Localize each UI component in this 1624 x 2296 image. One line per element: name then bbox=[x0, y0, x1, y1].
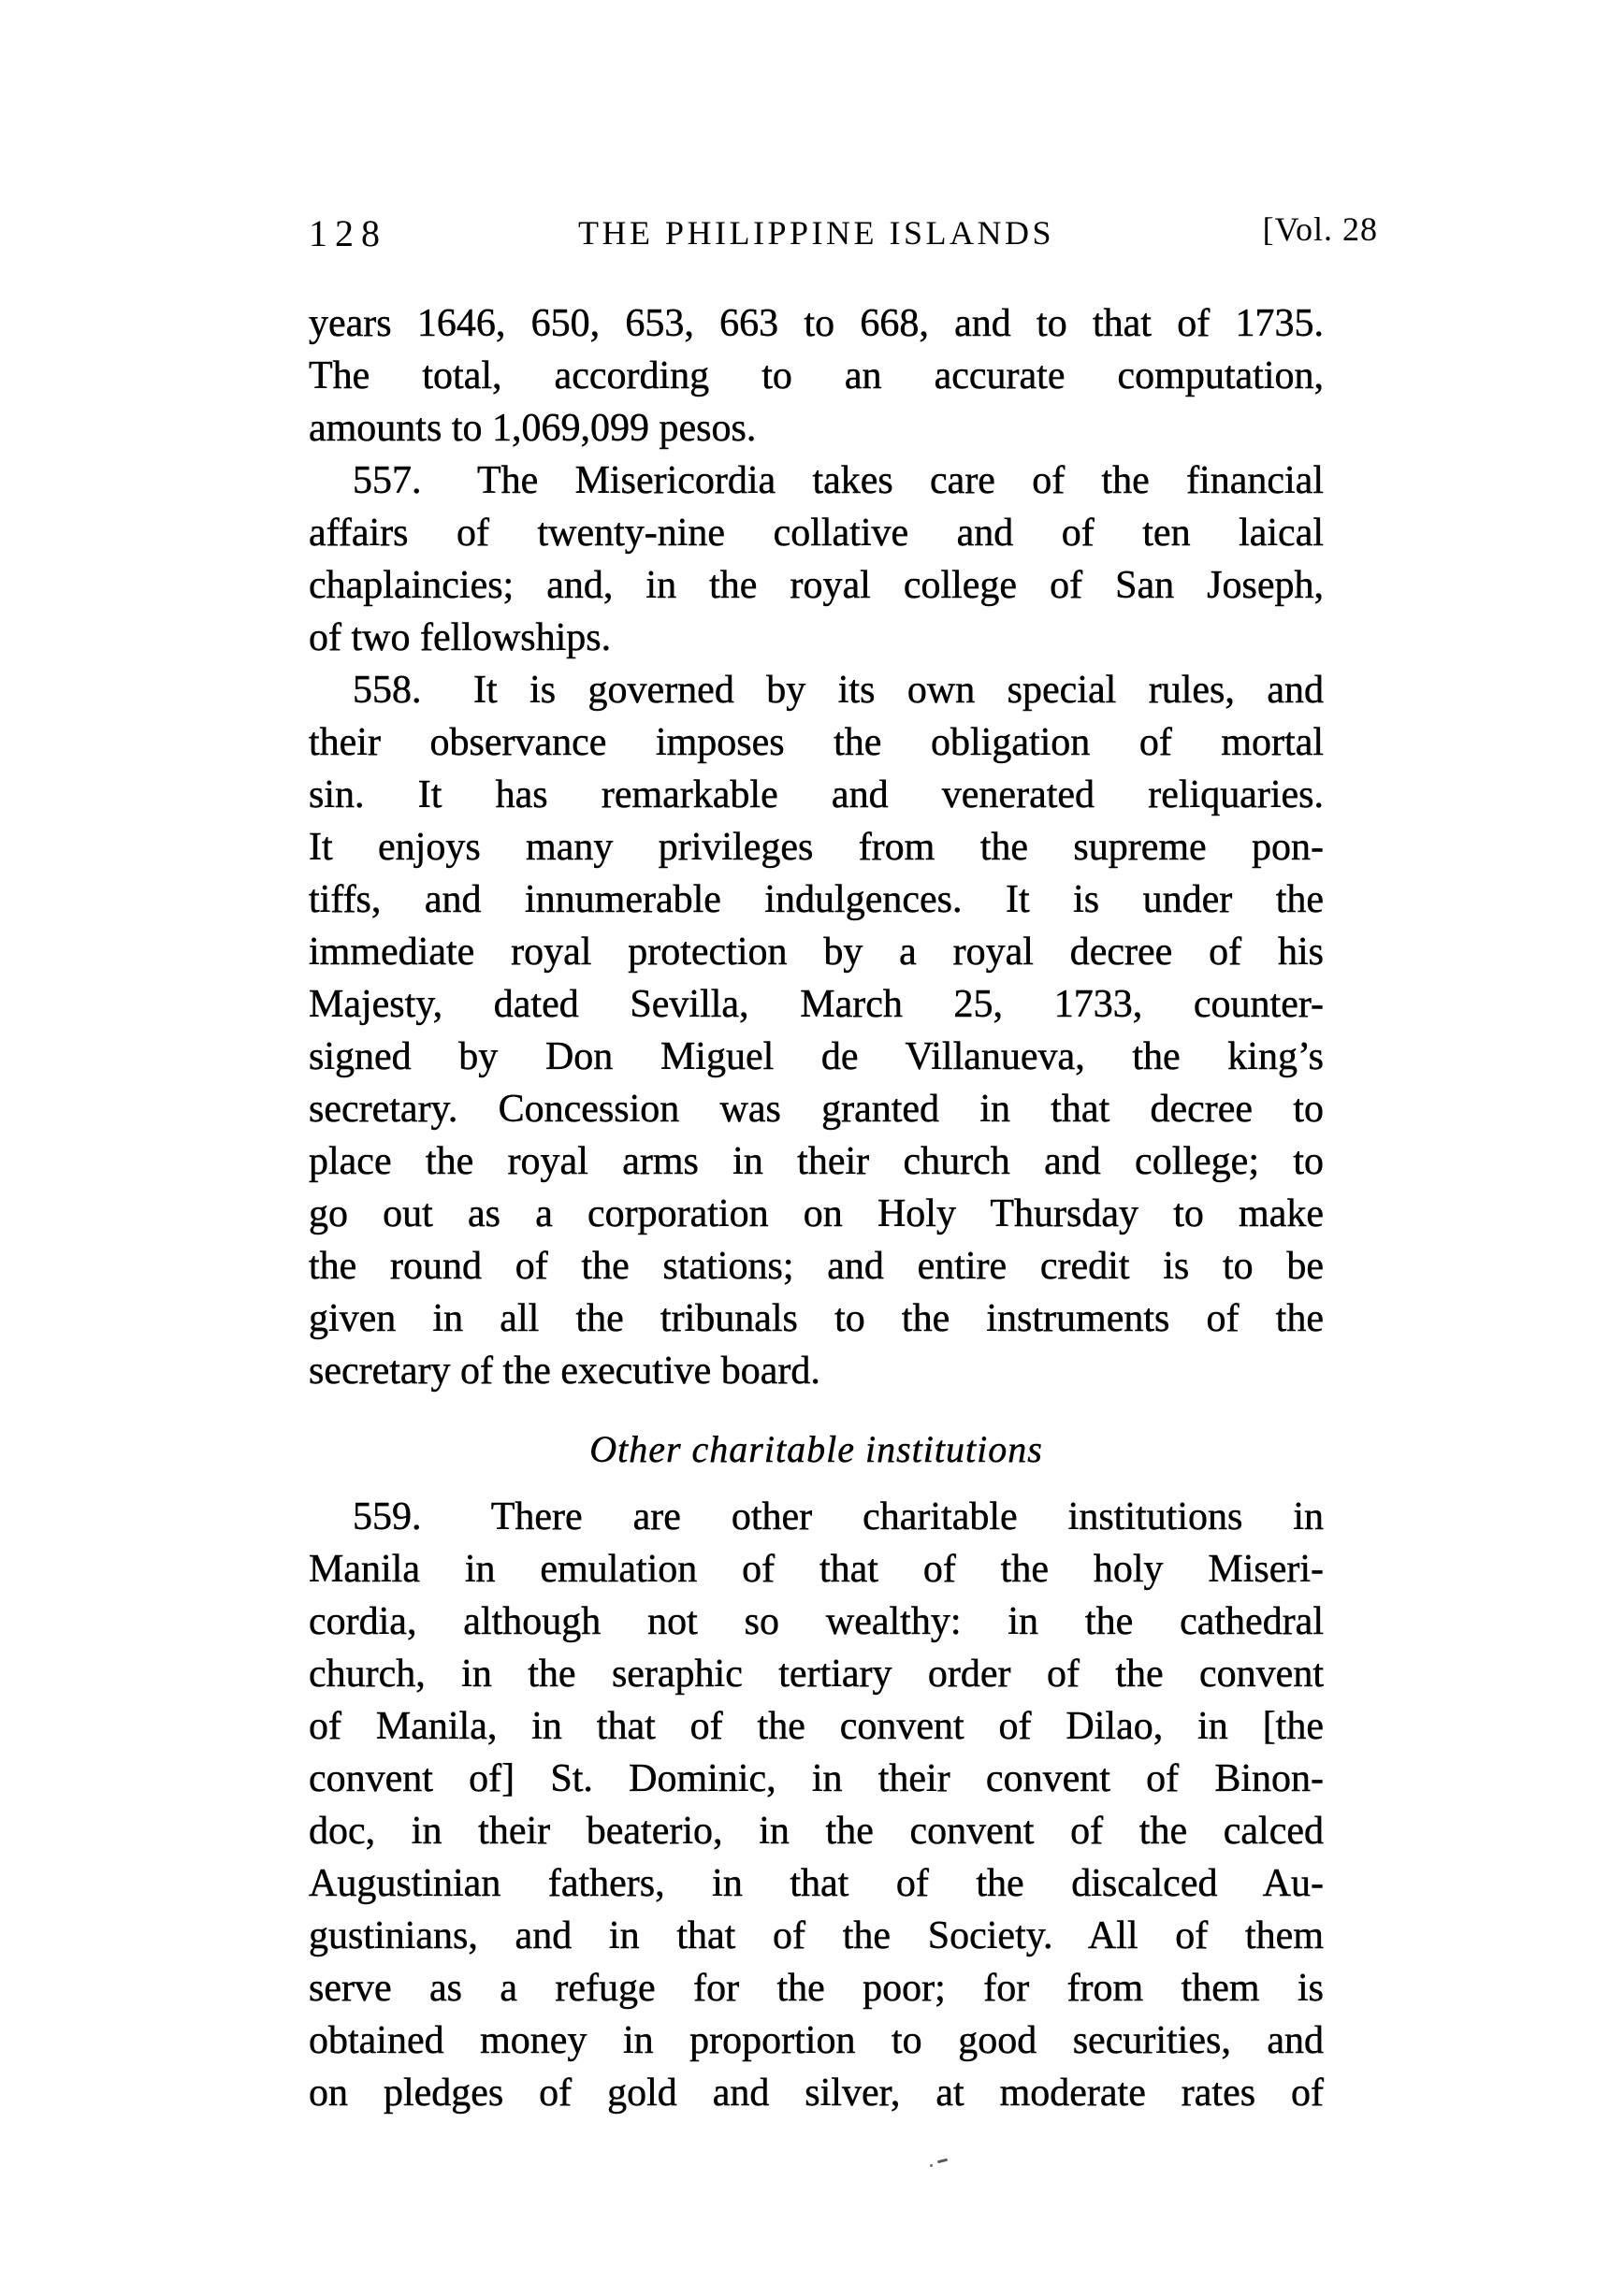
scan-artifact bbox=[930, 2164, 933, 2167]
text-line: given in all the tribunals to the instruments of the bbox=[309, 1297, 1324, 1340]
text-line: 557. The Misericordia takes care of the financial bbox=[353, 459, 1324, 502]
text-line: place the royal arms in their church and college; to bbox=[309, 1140, 1324, 1183]
text-line: of Manila, in that of the convent of Dilao, in [the bbox=[309, 1705, 1324, 1748]
text-line: convent of] St. Dominic, in their convent of Binon- bbox=[309, 1757, 1324, 1800]
text-line: on pledges of gold and silver, at moderate rates of bbox=[309, 2072, 1324, 2115]
paragraph bbox=[309, 664, 1324, 1397]
text-line: church, in the seraphic tertiary order of the convent bbox=[309, 1653, 1324, 1696]
paragraph bbox=[309, 297, 1324, 455]
section-heading: Other charitable institutions bbox=[589, 1428, 1043, 1470]
body-text bbox=[309, 297, 1324, 2119]
text-line: sin. It has remarkable and venerated reliquaries. bbox=[309, 773, 1324, 816]
running-title: THE PHILIPPINE ISLANDS bbox=[578, 214, 1054, 252]
text-line: affairs of twenty-nine collative and of ten laical bbox=[309, 512, 1324, 555]
text-line: amounts to 1,069,099 pesos. bbox=[309, 407, 757, 450]
text-line: serve as a refuge for the poor; for from them is bbox=[309, 1967, 1324, 2010]
text-line: secretary. Concession was granted in that decree to bbox=[309, 1088, 1324, 1131]
paragraph bbox=[309, 455, 1324, 664]
text-line: chaplaincies; and, in the royal college of San Joseph, bbox=[309, 564, 1324, 607]
text-line: signed by Don Miguel de Villanueva, the king’s bbox=[309, 1035, 1324, 1078]
text-line: 559. There are other charitable institutions in bbox=[353, 1495, 1324, 1538]
text-line: It enjoys many privileges from the supreme pon- bbox=[309, 826, 1324, 869]
text-line: Manila in emulation of that of the holy Miseri- bbox=[309, 1548, 1324, 1591]
text-line: go out as a corporation on Holy Thursday to make bbox=[309, 1192, 1324, 1235]
text-line: 558. It is governed by its own special rules, and bbox=[353, 669, 1324, 712]
text-line: doc, in their beaterio, in the convent of the calced bbox=[309, 1810, 1324, 1853]
text-line: the round of the stations; and entire credit is to be bbox=[309, 1245, 1324, 1288]
text-line: tiffs, and innumerable indulgences. It is under the bbox=[309, 878, 1324, 921]
text-line: Majesty, dated Sevilla, March 25, 1733, counter- bbox=[309, 983, 1324, 1026]
text-line: Augustinian fathers, in that of the discalced Au- bbox=[309, 1862, 1324, 1905]
scan-artifact bbox=[937, 2159, 948, 2164]
text-line: cordia, although not so wealthy: in the cathedral bbox=[309, 1600, 1324, 1643]
text-line: years 1646, 650, 653, 663 to 668, and to that of 1735. bbox=[309, 302, 1324, 345]
text-line: gustinians, and in that of the Society. All of them bbox=[309, 1914, 1324, 1957]
text-line: obtained money in proportion to good securities, and bbox=[309, 2019, 1324, 2062]
text-line: The total, according to an accurate computation, bbox=[309, 354, 1324, 397]
text-line: their observance imposes the obligation of mortal bbox=[309, 721, 1324, 764]
text-line: immediate royal protection by a royal decree of his bbox=[309, 931, 1324, 974]
page-number: 128 bbox=[309, 212, 387, 254]
text-line: secretary of the executive board. bbox=[309, 1350, 820, 1393]
volume-label: [Vol. 28 bbox=[1262, 210, 1378, 248]
paragraph bbox=[309, 1491, 1324, 2119]
text-line: of two fellowships. bbox=[309, 616, 612, 659]
page-header bbox=[309, 209, 1378, 266]
